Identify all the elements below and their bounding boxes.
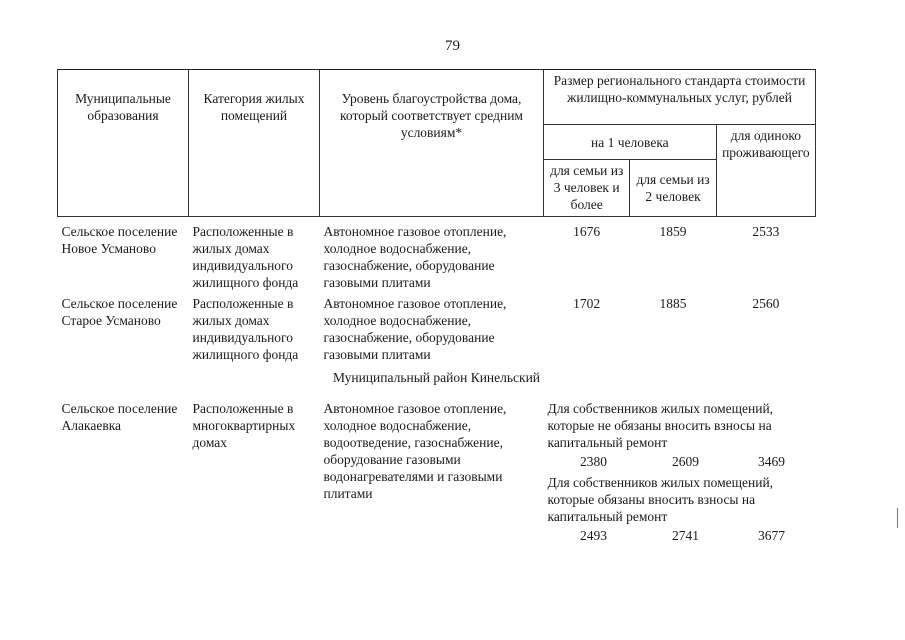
table-row: [58, 217, 816, 292]
page-number: 79: [445, 38, 460, 54]
district-row: [58, 363, 816, 390]
value-family2: 2609: [672, 454, 699, 469]
table-row: [58, 291, 816, 363]
header-per-person: на 1 человека: [544, 125, 717, 160]
category-cell: Расположенные в многоквартирных домах: [192, 401, 296, 450]
table-row: [58, 390, 816, 544]
category-cell: Расположенные в жилых домах индивидуального жилищного фонда: [192, 296, 299, 362]
values-no-contribution: [548, 453, 812, 470]
value-family2: 1885: [659, 296, 687, 311]
owners-values-cell: [544, 390, 816, 544]
level-cell: Автономное газовое отопление, холодное водоснабжение, газоснабжение, оборудование газовыми плитами: [323, 224, 507, 290]
header-standard: Размер регионального стандарта стоимости жилищно-коммунальных услуг, рублей: [544, 70, 816, 125]
value-family2: 1859: [659, 224, 687, 239]
value-single: 3677: [758, 528, 785, 543]
header-family2: для семьи из 2 человек: [630, 160, 716, 217]
header-category: Категория жилых помещений: [189, 70, 320, 217]
value-family3: 2380: [580, 454, 607, 469]
scan-edge-mark: [897, 508, 902, 528]
district-title: Муниципальный район Кинельский: [332, 370, 541, 385]
owners-note-no-contribution: Для собственников жилых помещений, которые не обязаны вносить взносы на капитальный ремонт: [547, 401, 774, 450]
level-cell: Автономное газовое отопление, холодное водоснабжение, водоотведение, газоснабжение, оборудование газовыми водонагревателями и газовыми плитами: [323, 401, 507, 501]
value-family3: 1702: [573, 296, 601, 311]
category-cell: Расположенные в жилых домах индивидуального жилищного фонда: [192, 224, 299, 290]
header-municipal: Муниципальные образования: [58, 70, 189, 217]
value-family3: 1676: [573, 224, 601, 239]
header-single: для одиноко проживающего: [716, 125, 815, 217]
value-single: 3469: [758, 454, 785, 469]
value-single: 2560: [752, 296, 780, 311]
level-cell: Автономное газовое отопление, холодное водоснабжение, газоснабжение, оборудование газовыми плитами: [323, 296, 507, 362]
housing-standard-table: [57, 69, 816, 544]
header-family3: для семьи из 3 человек и более: [544, 160, 630, 217]
municipal-cell: Сельское поселение Старое Усманово: [61, 296, 178, 328]
municipal-cell: Сельское поселение Алакаевка: [61, 401, 178, 433]
value-single: 2533: [752, 224, 780, 239]
values-with-contribution: [548, 527, 812, 544]
municipal-cell: Сельское поселение Новое Усманово: [61, 224, 178, 256]
owners-note-with-contribution: Для собственников жилых помещений, которые обязаны вносить взносы на капитальный ремонт: [547, 475, 774, 524]
value-family2: 2741: [672, 528, 699, 543]
value-family3: 2493: [580, 528, 607, 543]
header-level: Уровень благоустройства дома, который соответствует средним условиям*: [320, 70, 544, 217]
